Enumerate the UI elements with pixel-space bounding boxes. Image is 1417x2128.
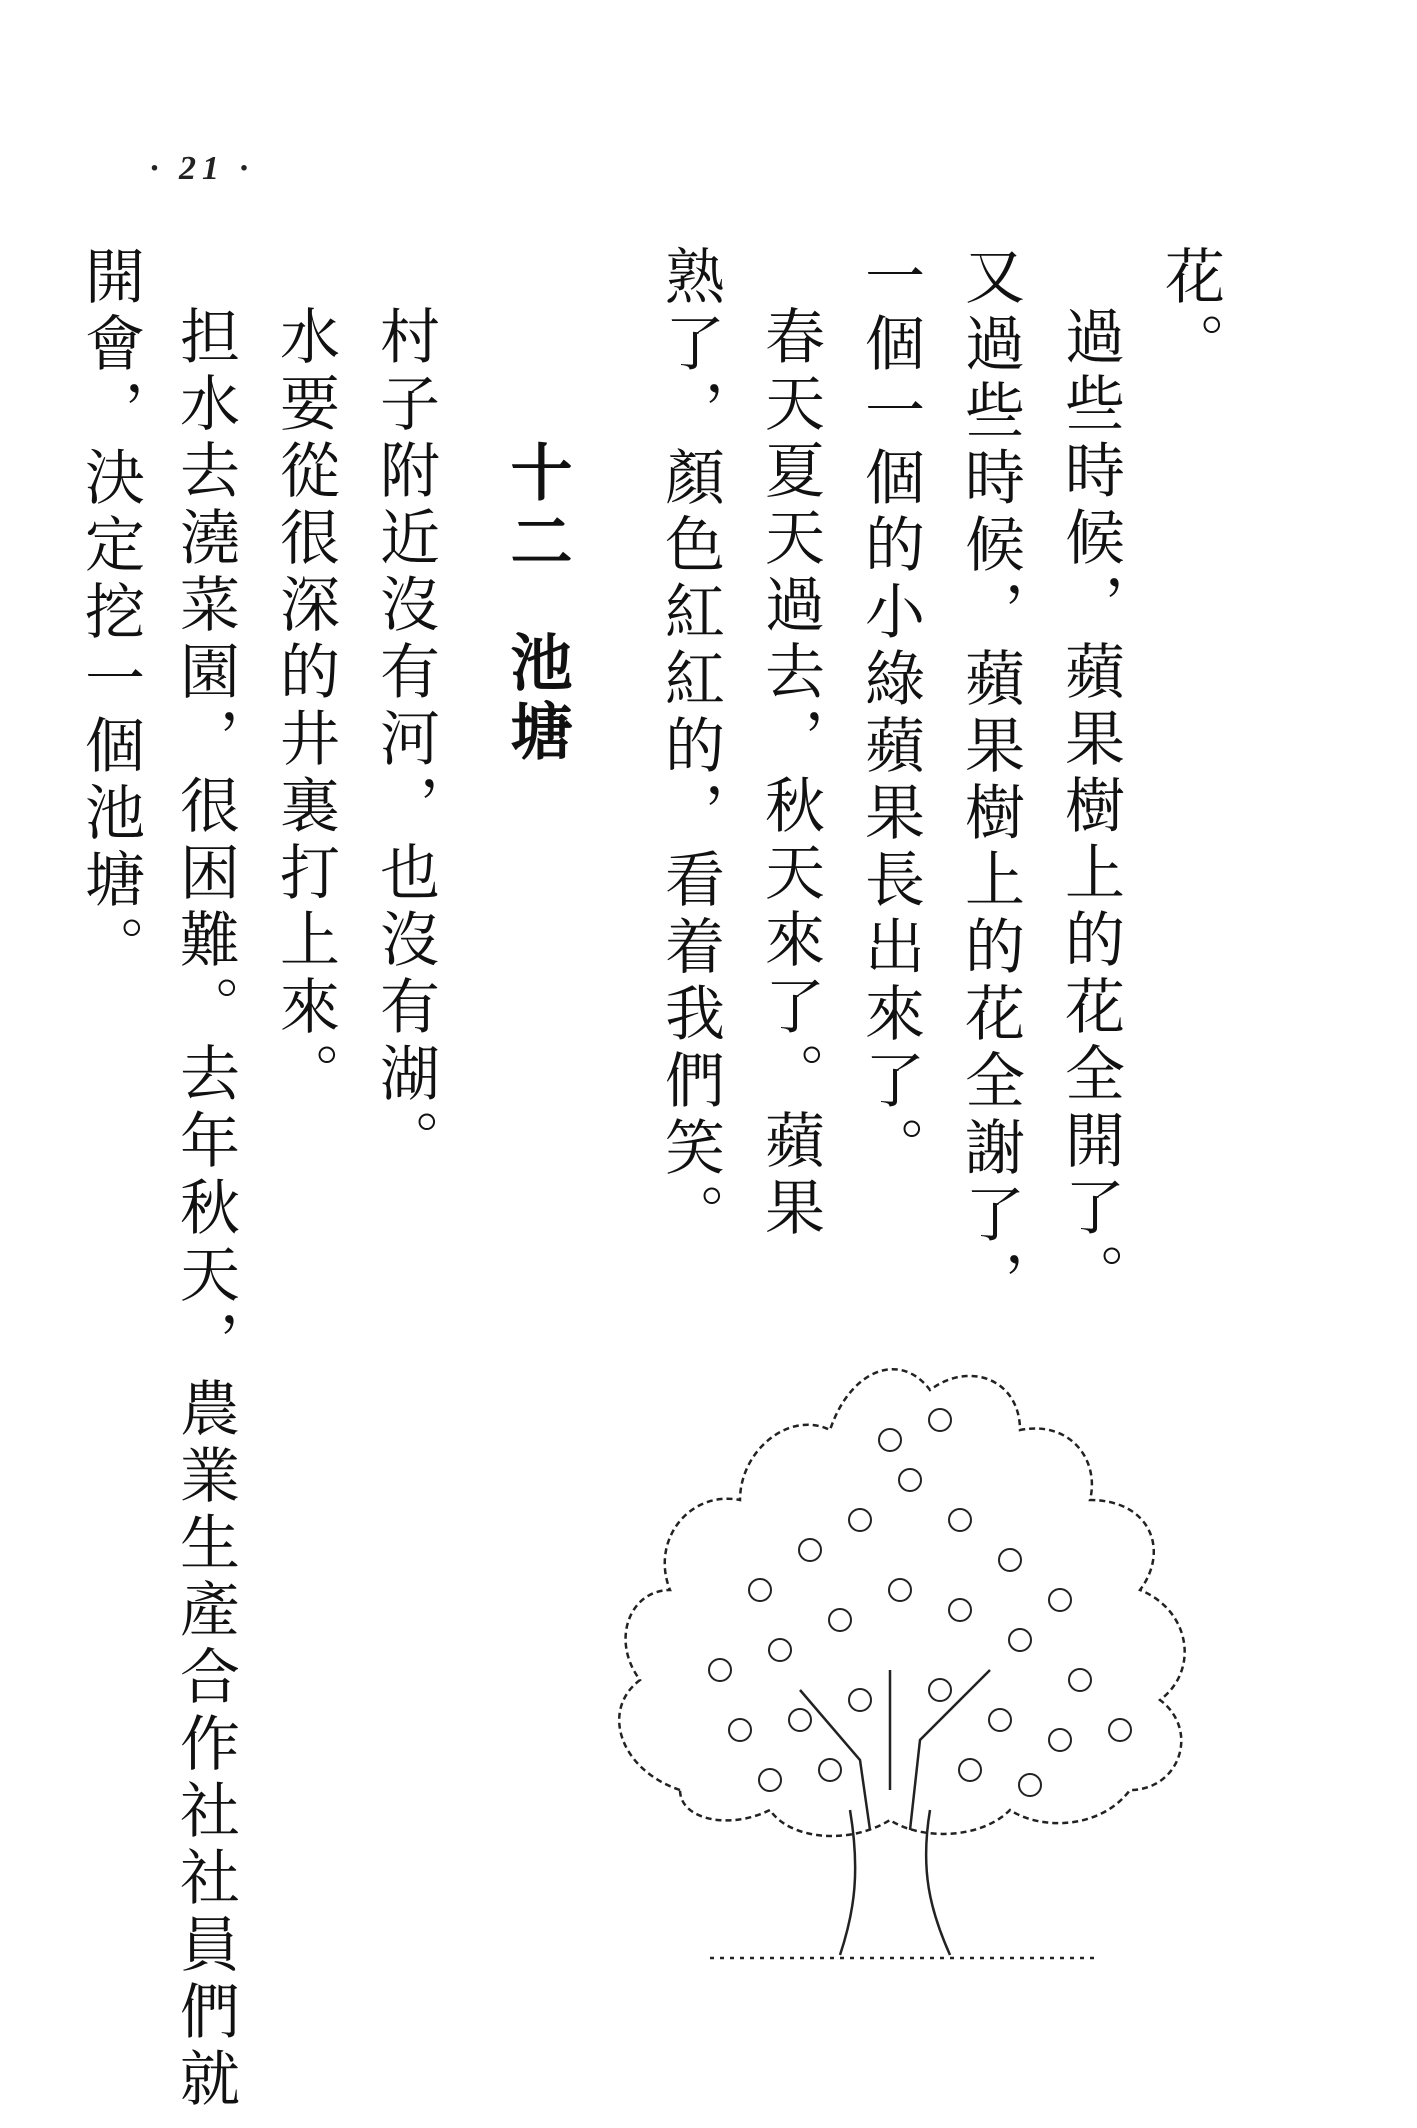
text-column: 村子附近沒有河，也沒有湖。: [370, 305, 440, 1176]
text-column: 担水去澆菜園，很困難。去年秋天，農業生產合作社社員們就: [170, 305, 240, 2114]
text-column: 花。: [1155, 245, 1225, 379]
text-column: 開會，決定挖一個池塘。: [75, 245, 145, 982]
lesson-title: 池塘: [500, 630, 573, 768]
apple-tree-illustration: [560, 1290, 1240, 1990]
text-column: 春天夏天過去，秋天來了。蘋果: [755, 305, 825, 1243]
text-column: 過些時候，蘋果樹上的花全開了。: [1055, 305, 1125, 1310]
text-column: 熟了，顏色紅紅的，看着我們笑。: [655, 245, 725, 1250]
text-column: 水要從很深的井裏打上來。: [270, 305, 340, 1109]
lesson-number: 十二: [500, 440, 573, 578]
text-column: 一個一個的小綠蘋果長出來了。: [855, 245, 925, 1183]
page-number: · 21 ·: [150, 150, 254, 187]
text-column: 又過些時候，蘋果樹上的花全謝了，: [955, 245, 1025, 1317]
